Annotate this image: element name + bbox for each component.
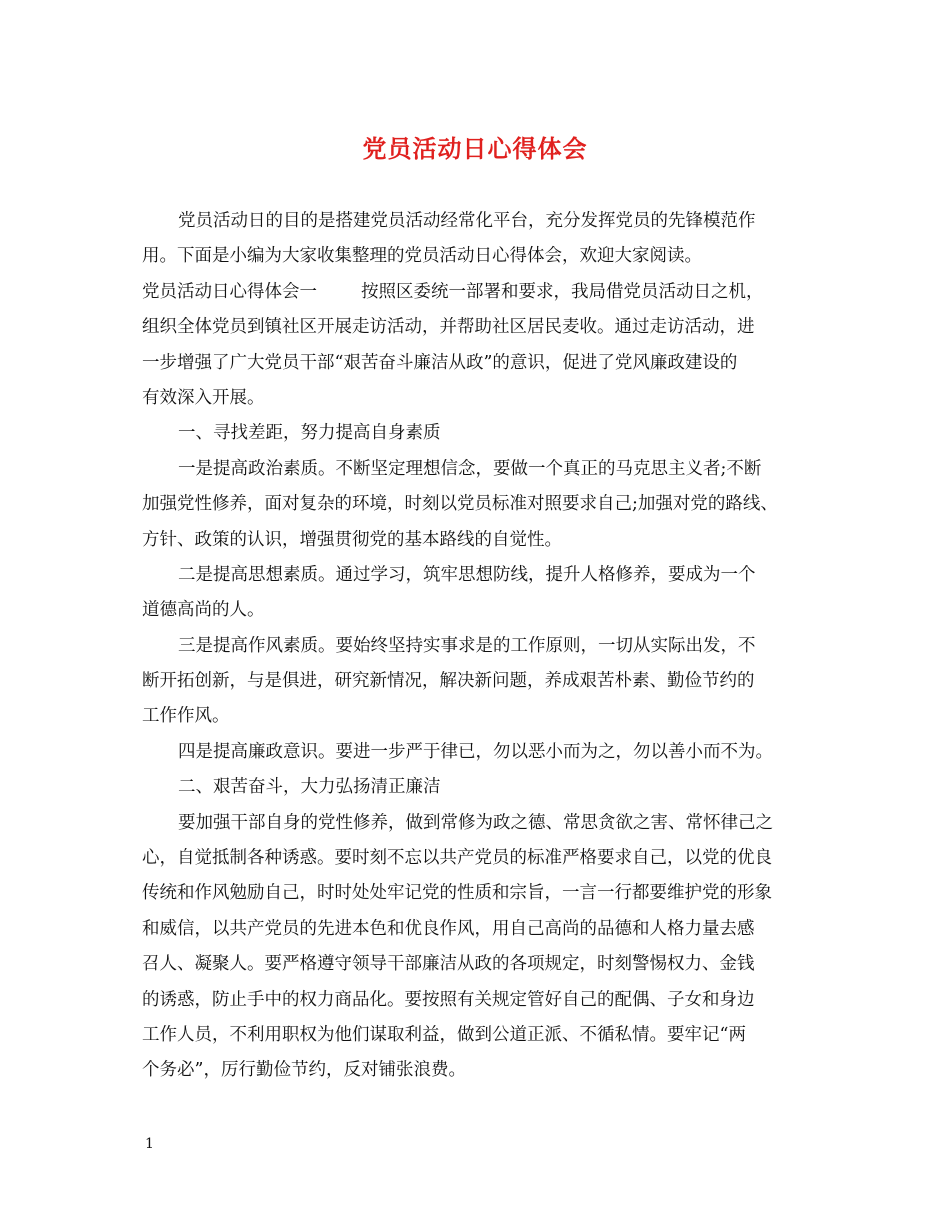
paragraph-line: 个务必”，厉行勤俭节约，反对铺张浪费。 <box>142 1060 466 1081</box>
paragraph-line: 召人、凝聚人。要严格遵守领导干部廉洁从政的各项规定，时刻警惕权力、金钱 <box>142 954 755 975</box>
paragraph-line: 组织全体党员到镇社区开展走访活动，并帮助社区居民麦收。通过走访活动，进 <box>142 317 755 338</box>
page-number: 1 <box>145 1136 154 1152</box>
paragraph-line: 道德高尚的人。 <box>142 600 265 621</box>
paragraph-line: 加强党性修养，面对复杂的环境，时刻以党员标准对照要求自己;加强对党的路线、 <box>142 494 778 515</box>
paragraph-line: 党员活动日的目的是搭建党员活动经常化平台，充分发挥党员的先锋模范作 <box>178 211 756 231</box>
paragraph-line: 一是提高政治素质。不断坚定理想信念，要做一个真正的马克思主义者;不断 <box>178 458 762 479</box>
paragraph-line: 有效深入开展。 <box>142 387 265 408</box>
paragraph-line: 用。下面是小编为大家收集整理的党员活动日心得体会，欢迎大家阅读。 <box>142 246 702 267</box>
document-title: 党员活动日心得体会 <box>362 134 588 163</box>
paragraph-line: 工作作风。 <box>142 706 230 727</box>
paragraph-text: 按照区委统一部署和要求，我局借党员活动日之机， <box>361 281 764 302</box>
document-body <box>142 204 822 1089</box>
paragraph-line: 要加强干部自身的党性修养，做到常修为政之德、常思贪欲之害、常怀律己之 <box>178 812 773 833</box>
section-heading: 二、艰苦奋斗，大力弘扬清正廉洁 <box>178 777 441 798</box>
paragraph-line-with-heading <box>142 275 822 310</box>
paragraph-line: 三是提高作风素质。要始终坚持实事求是的工作原则，一切从实际出发，不 <box>178 635 756 656</box>
paragraph-line: 的诱惑，防止手中的权力商品化。要按照有关规定管好自己的配偶、子女和身边 <box>142 989 755 1010</box>
paragraph-line: 和威信，以共产党员的先进本色和优良作风，用自己高尚的品德和人格力量去感 <box>142 918 755 939</box>
section-heading: 一、寻找差距，努力提高自身素质 <box>178 423 441 444</box>
paragraph-line: 传统和作风勉励自己，时时处处牢记党的性质和宗旨，一言一行都要维护党的形象 <box>142 883 772 904</box>
paragraph-line: 断开拓创新，与是俱进，研究新情况，解决新问题，养成艰苦朴素、勤俭节约的 <box>142 671 755 692</box>
section-heading: 党员活动日心得体会一 <box>142 281 317 302</box>
paragraph-line: 二是提高思想素质。通过学习，筑牢思想防线，提升人格修养，要成为一个 <box>178 564 756 585</box>
paragraph-line: 心，自觉抵制各种诱惑。要时刻不忘以共产党员的标准严格要求自己，以党的优良 <box>142 848 772 869</box>
paragraph-line: 工作人员，不利用职权为他们谋取利益，做到公道正派、不循私情。要牢记“两 <box>142 1024 746 1045</box>
paragraph-line: 一步增强了广大党员干部“艰苦奋斗廉洁从政”的意识，促进了党风廉政建设的 <box>142 352 738 373</box>
paragraph-line: 方针、政策的认识，增强贯彻党的基本路线的自觉性。 <box>142 529 562 550</box>
paragraph-line: 四是提高廉政意识。要进一步严于律已，勿以恶小而为之，勿以善小而不为。 <box>178 741 773 762</box>
